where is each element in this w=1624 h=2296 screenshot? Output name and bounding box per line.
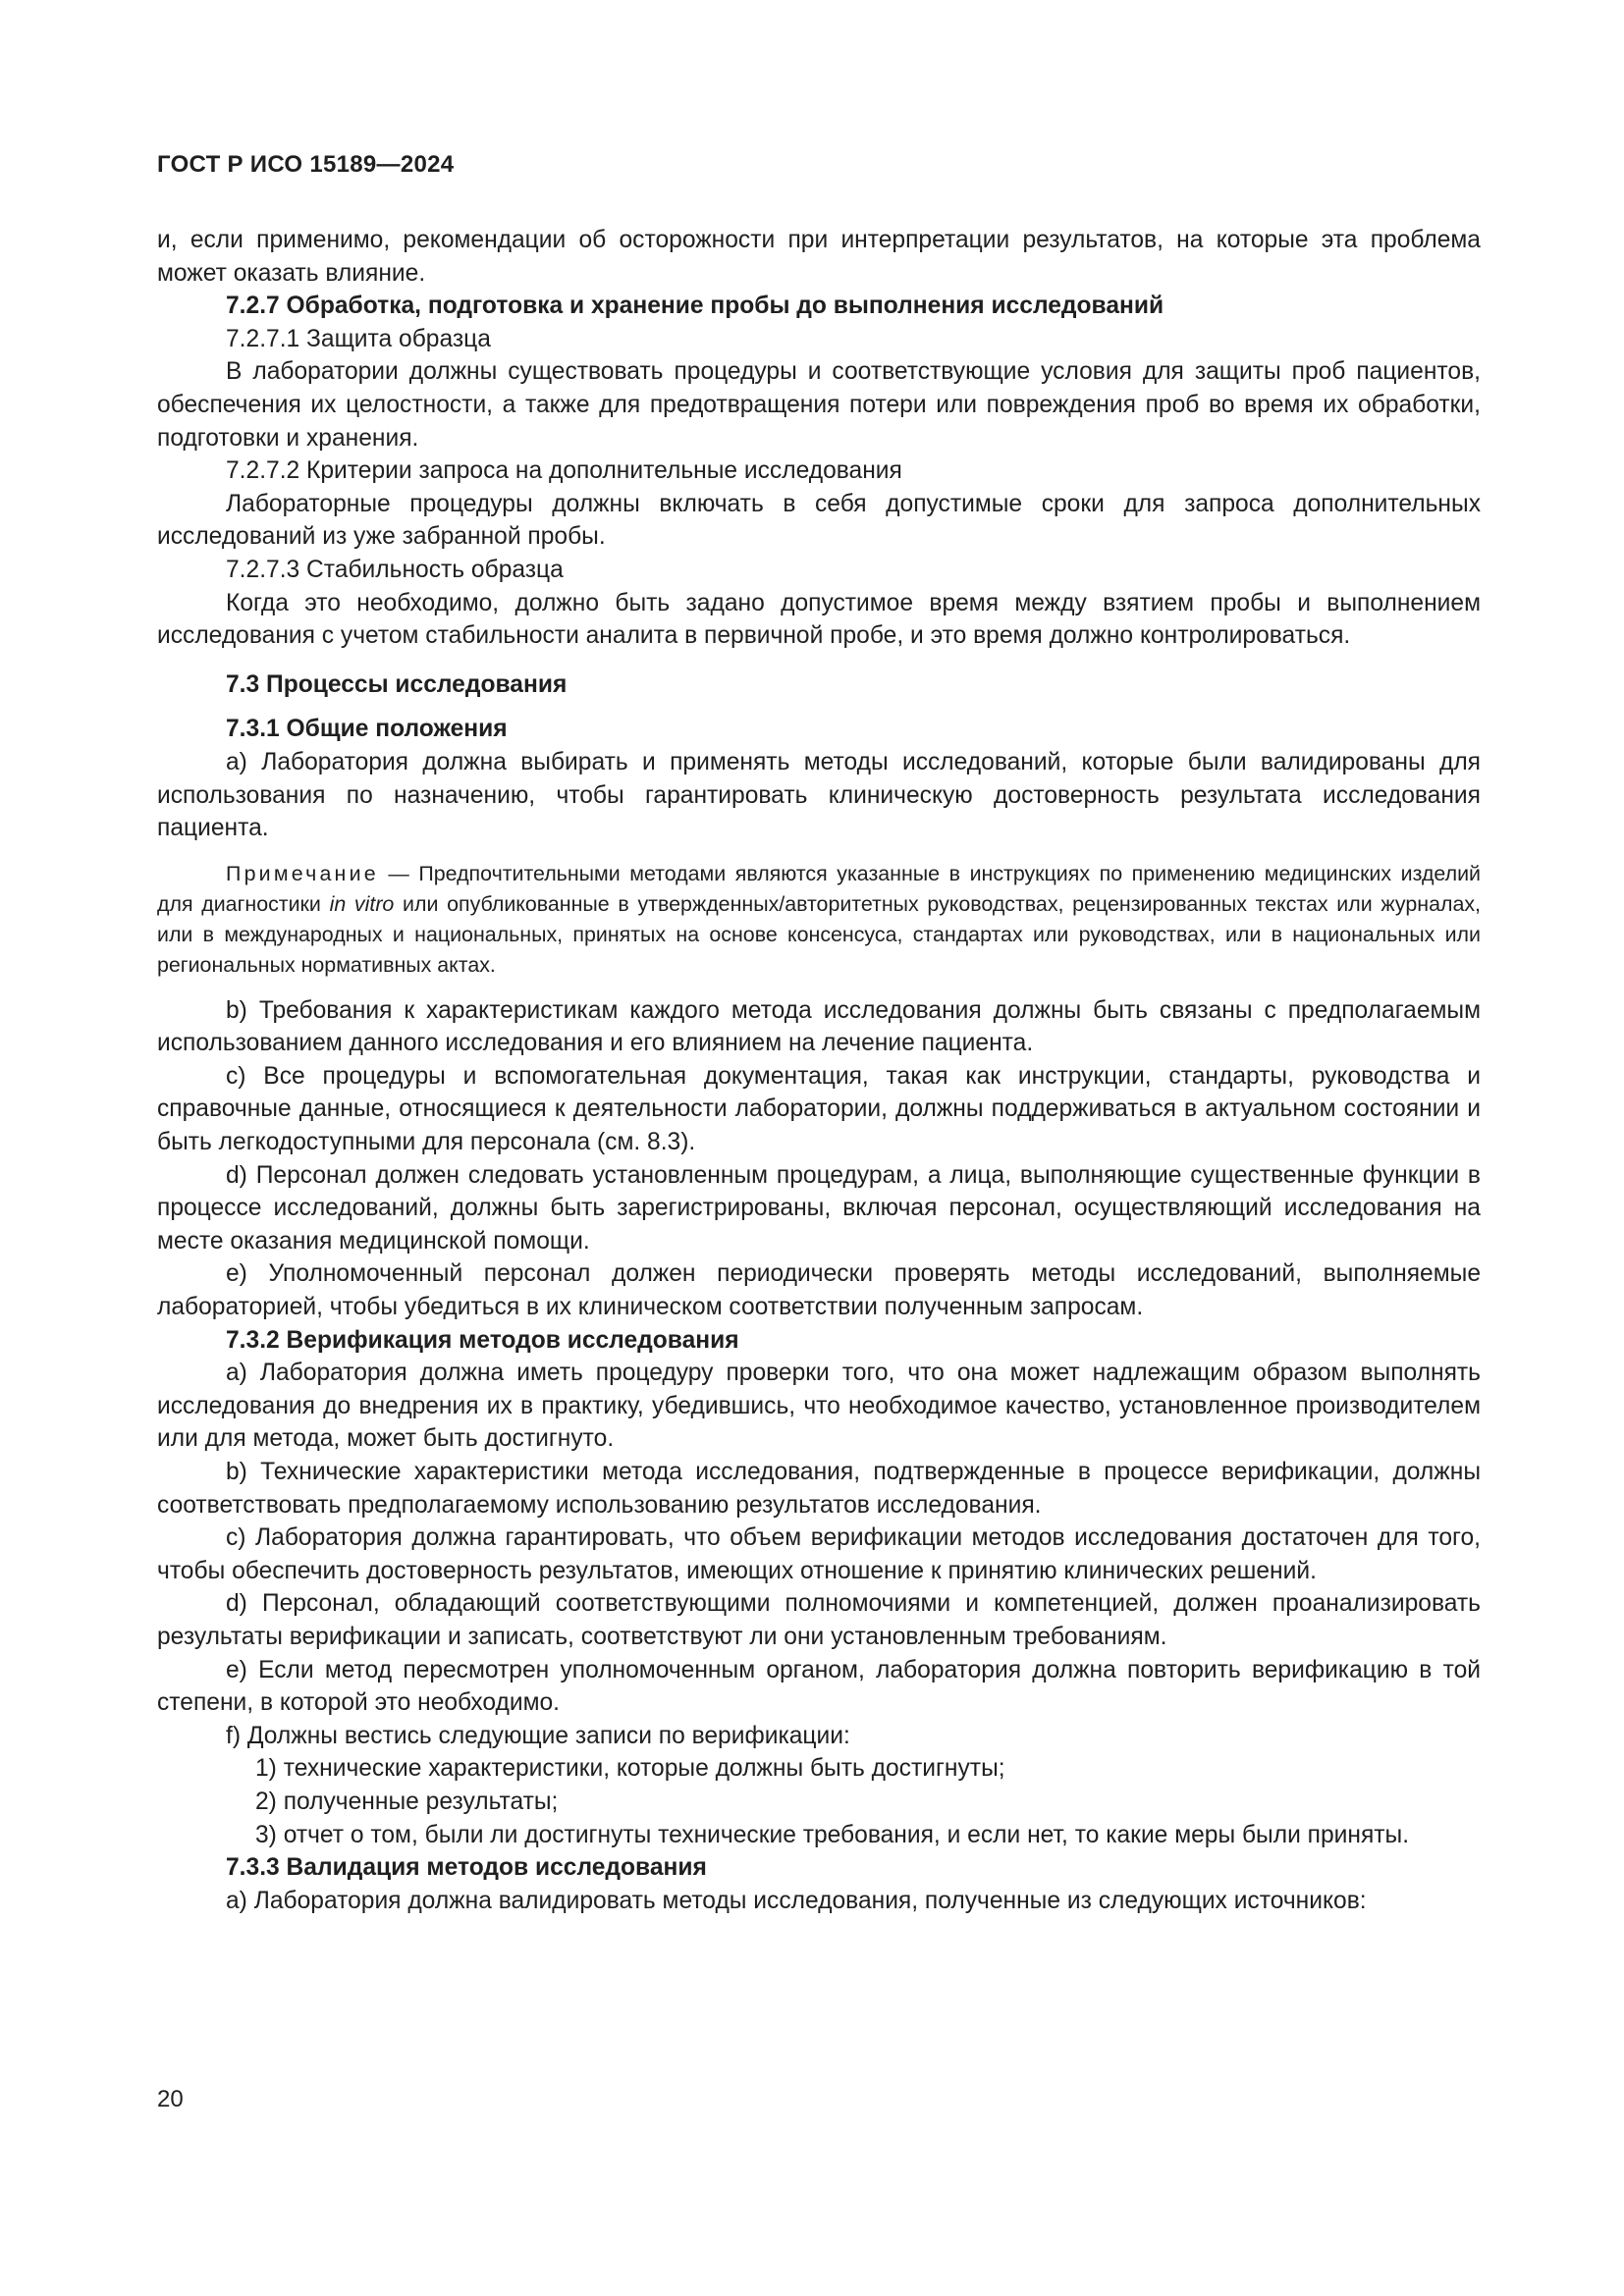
- paragraph-7-3-1-d: d) Персонал должен следовать установленным процедурам, а лица, выполняющие существенные функции в процессе исследований, должны быть зарегистрированы, включая персонал, осуществляющий исследования на месте оказания медицинской помощи.: [157, 1161, 1481, 1255]
- document-header: ГОСТ Р ИСО 15189—2024: [157, 151, 455, 178]
- paragraph-7-3-2-d: d) Персонал, обладающий соответствующими полномочиями и компетенцией, должен проанализировать результаты верификации и записать, соответствуют ли они установленным требованиям.: [157, 1590, 1481, 1650]
- list-item-7-3-2-f-2: 2) полученные результаты;: [255, 1788, 559, 1815]
- document-body: [157, 224, 1481, 1917]
- paragraph-7-3-1-a: a) Лаборатория должна выбирать и применять методы исследований, которые были валидированы для использования по назначению, чтобы гарантировать клиническую достоверность результата исследования пациента.: [157, 748, 1481, 842]
- section-heading-7-3-2: 7.3.2 Верификация методов исследования: [226, 1326, 739, 1354]
- list-item-7-3-2-f-1: 1) технические характеристики, которые должны быть достигнуты;: [255, 1755, 1005, 1783]
- paragraph-7-3-2-f: f) Должны вестись следующие записи по верификации:: [226, 1722, 850, 1749]
- subsection-heading-7-2-7-2: 7.2.7.2 Критерии запроса на дополнительные исследования: [226, 457, 902, 485]
- paragraph-7-3-2-e: e) Если метод пересмотрен уполномоченным органом, лаборатория должна повторить верификацию в той степени, в которой это необходимо.: [157, 1656, 1481, 1717]
- note-italic: in vitro: [329, 891, 395, 916]
- paragraph-7-3-2-c: c) Лаборатория должна гарантировать, что объем верификации методов исследования достаточен для того, чтобы обеспечить достоверность результатов, имеющих отношение к принятию клинических решений.: [157, 1524, 1481, 1584]
- paragraph-intro: и, если применимо, рекомендации об осторожности при интерпретации результатов, на которые эта проблема может оказать влияние.: [157, 227, 1481, 287]
- note-block: [157, 859, 1481, 981]
- section-heading-7-3: 7.3 Процессы исследования: [226, 670, 568, 698]
- paragraph-7-3-2-b: b) Технические характеристики метода исследования, подтвержденные в процессе верификации, должны соответствовать предполагаемому использованию результатов исследования.: [157, 1459, 1481, 1519]
- subsection-heading-7-2-7-3: 7.2.7.3 Стабильность образца: [226, 556, 564, 583]
- note-text-2: или опубликованные в утвержденных/авторитетных руководствах, рецензированных текстах или журналах, или в международных и национальных, принятых на основе консенсуса, стандартах или руководствах, или в национальных или региональных нормативных актах.: [157, 891, 1481, 977]
- paragraph-7-2-7-1: В лаборатории должны существовать процедуры и соответствующие условия для защиты проб пациентов, обеспечения их целостности, а также для предотвращения потери или повреждения проб во время их обработки, подготовки и хранения.: [157, 358, 1481, 452]
- section-heading-7-3-3: 7.3.3 Валидация методов исследования: [226, 1854, 707, 1882]
- note-text-1: — Предпочтительными методами являются указанные в инструкциях по применению медицинских изделий для диагностики: [157, 861, 1481, 916]
- section-heading-7-2-7: 7.2.7 Обработка, подготовка и хранение пробы до выполнения исследований: [226, 293, 1164, 320]
- paragraph-7-3-3-a: a) Лаборатория должна валидировать методы исследования, полученные из следующих источников:: [226, 1887, 1367, 1914]
- paragraph-7-3-1-c: c) Все процедуры и вспомогательная документация, такая как инструкции, стандарты, руководства и справочные данные, относящиеся к деятельности лаборатории, должны поддерживаться в актуальном состоянии и быть легкодоступными для персонала (см. 8.3).: [157, 1062, 1481, 1156]
- note-label: Примечание: [226, 861, 379, 885]
- list-item-7-3-2-f-3: 3) отчет о том, были ли достигнуты технические требования, и если нет, то какие меры были приняты.: [255, 1821, 1410, 1848]
- paragraph-7-3-1-b: b) Требования к характеристикам каждого метода исследования должны быть связаны с предполагаемым использованием данного исследования и его влиянием на лечение пациента.: [157, 996, 1481, 1057]
- paragraph-7-3-2-a: a) Лаборатория должна иметь процедуру проверки того, что она может надлежащим образом выполнять исследования до внедрения их в практику, убедившись, что необходимое качество, установленное производителем или для метода, может быть достигнуто.: [157, 1360, 1481, 1453]
- page-number: 20: [157, 2086, 184, 2112]
- paragraph-7-2-7-2: Лабораторные процедуры должны включать в себя допустимые сроки для запроса дополнительных исследований из уже забранной пробы.: [157, 490, 1481, 551]
- section-heading-7-3-1: 7.3.1 Общие положения: [226, 716, 508, 743]
- paragraph-7-3-1-e: e) Уполномоченный персонал должен периодически проверять методы исследований, выполняемые лабораторией, чтобы убедиться в их клиническом соответствии полученным запросам.: [157, 1260, 1481, 1321]
- subsection-heading-7-2-7-1: 7.2.7.1 Защита образца: [226, 325, 491, 352]
- paragraph-7-2-7-3: Когда это необходимо, должно быть задано допустимое время между взятием пробы и выполнением исследования с учетом стабильности аналита в первичной пробе, и это время должно контролироваться.: [157, 589, 1481, 650]
